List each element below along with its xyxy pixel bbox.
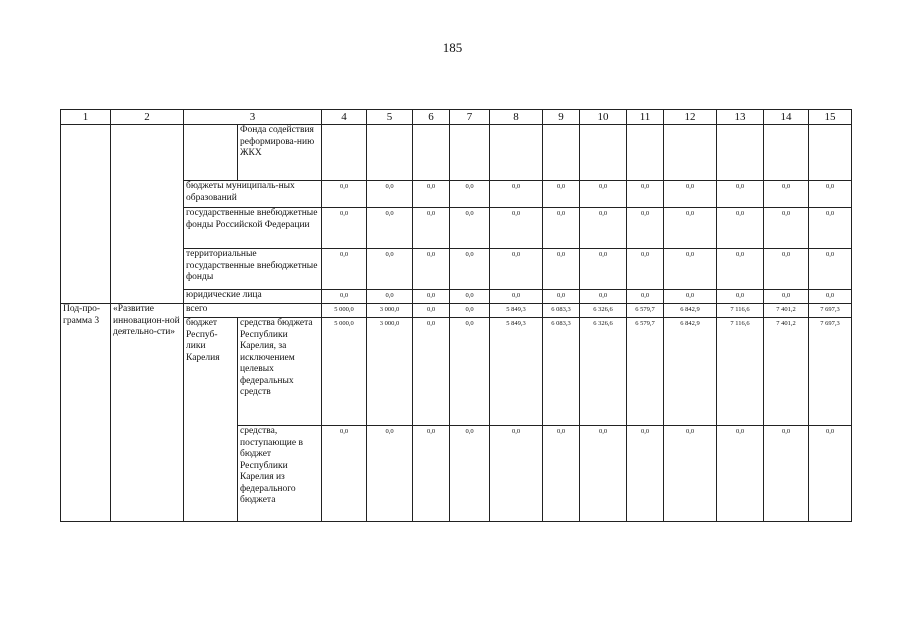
header-row <box>61 110 852 125</box>
value-cell: 0,0 <box>450 318 490 426</box>
value-cell: 0,0 <box>543 426 580 522</box>
value-cell: 0,0 <box>367 208 413 249</box>
value-cell: 0,0 <box>450 304 490 318</box>
value-cell: 0,0 <box>490 426 543 522</box>
value-cell: 0,0 <box>717 249 764 290</box>
value-cell: 0,0 <box>367 181 413 208</box>
header-cell: 7 <box>450 110 490 125</box>
header-cell: 5 <box>367 110 413 125</box>
subprogram-cell-empty <box>61 125 111 304</box>
value-cell: 0,0 <box>543 249 580 290</box>
value-cell: 5 849,3 <box>490 318 543 426</box>
value-cell: 0,0 <box>413 249 450 290</box>
header-cell: 1 <box>61 110 111 125</box>
header-cell: 2 <box>111 110 184 125</box>
value-cell: 0,0 <box>764 181 809 208</box>
subprogram-title: «Развитие инновацион-ной деятельно-сти» <box>111 304 184 522</box>
value-cell: 0,0 <box>413 304 450 318</box>
value-cell: 6 579,7 <box>627 304 664 318</box>
value-cell: 0,0 <box>664 181 717 208</box>
title-cell-empty <box>111 125 184 304</box>
value-cell: 0,0 <box>809 290 852 304</box>
value-cell: 5 000,0 <box>322 318 367 426</box>
header-cell: 6 <box>413 110 450 125</box>
value-cell: 0,0 <box>809 181 852 208</box>
header-cell: 8 <box>490 110 543 125</box>
funding-source-label: государственные внебюджетные фонды Российской Федерации <box>184 208 322 249</box>
subprogram-number: Под-про-грамма 3 <box>61 304 111 522</box>
value-cell <box>664 125 717 181</box>
value-cell: 0,0 <box>490 290 543 304</box>
value-cell: 0,0 <box>543 290 580 304</box>
funding-source-label: средства бюджета Республики Карелия, за исключением целевых федеральных средств <box>238 318 322 426</box>
value-cell: 0,0 <box>322 181 367 208</box>
value-cell: 0,0 <box>413 318 450 426</box>
value-cell: 0,0 <box>717 181 764 208</box>
value-cell: 0,0 <box>717 208 764 249</box>
value-cell: 0,0 <box>322 426 367 522</box>
value-cell: 0,0 <box>664 426 717 522</box>
funding-source-label: всего <box>184 304 322 318</box>
value-cell: 0,0 <box>809 208 852 249</box>
header-cell: 12 <box>664 110 717 125</box>
value-cell: 0,0 <box>764 208 809 249</box>
value-cell: 5 000,0 <box>322 304 367 318</box>
value-cell: 0,0 <box>664 290 717 304</box>
value-cell: 6 326,6 <box>580 304 627 318</box>
value-cell: 0,0 <box>764 426 809 522</box>
value-cell: 0,0 <box>413 426 450 522</box>
value-cell: 0,0 <box>413 181 450 208</box>
value-cell <box>627 125 664 181</box>
value-cell: 6 083,3 <box>543 318 580 426</box>
value-cell: 0,0 <box>490 181 543 208</box>
page-number: 185 <box>442 40 463 55</box>
value-cell: 0,0 <box>580 290 627 304</box>
header-cell: 9 <box>543 110 580 125</box>
value-cell <box>322 125 367 181</box>
funding-source-label: бюджеты муниципаль-ных образований <box>184 181 322 208</box>
value-cell <box>543 125 580 181</box>
value-cell: 3 000,0 <box>367 304 413 318</box>
value-cell: 0,0 <box>322 249 367 290</box>
value-cell: 0,0 <box>627 290 664 304</box>
value-cell: 7 401,2 <box>764 318 809 426</box>
funding-source-label: юридические лица <box>184 290 322 304</box>
header-cell: 14 <box>764 110 809 125</box>
value-cell: 0,0 <box>580 249 627 290</box>
value-cell: 0,0 <box>764 290 809 304</box>
table-row <box>61 125 852 181</box>
value-cell: 0,0 <box>450 290 490 304</box>
value-cell: 3 000,0 <box>367 318 413 426</box>
value-cell: 6 326,6 <box>580 318 627 426</box>
value-cell: 6 083,3 <box>543 304 580 318</box>
value-cell: 0,0 <box>717 426 764 522</box>
value-cell: 0,0 <box>627 249 664 290</box>
header-cell: 4 <box>322 110 367 125</box>
value-cell: 0,0 <box>450 426 490 522</box>
header-cell: 13 <box>717 110 764 125</box>
header-cell: 15 <box>809 110 852 125</box>
value-cell <box>809 125 852 181</box>
value-cell: 0,0 <box>580 208 627 249</box>
value-cell: 6 842,9 <box>664 304 717 318</box>
value-cell: 0,0 <box>450 181 490 208</box>
header-cell: 3 <box>184 110 322 125</box>
funding-source-label: территориальные государственные внебюджетные фонды <box>184 249 322 290</box>
value-cell: 0,0 <box>543 208 580 249</box>
value-cell: 0,0 <box>450 208 490 249</box>
source-group-cell-empty <box>184 125 238 181</box>
budget-group-label: бюджет Респуб-лики Карелия <box>184 318 238 522</box>
budget-table <box>60 109 852 522</box>
value-cell: 7 697,3 <box>809 318 852 426</box>
value-cell: 7 697,3 <box>809 304 852 318</box>
value-cell: 7 116,6 <box>717 304 764 318</box>
value-cell: 0,0 <box>413 290 450 304</box>
value-cell: 0,0 <box>717 290 764 304</box>
value-cell: 7 116,6 <box>717 318 764 426</box>
value-cell <box>580 125 627 181</box>
value-cell <box>367 125 413 181</box>
funding-source-label: средства, поступающие в бюджет Республики Карелия из федерального бюджета <box>238 426 322 522</box>
value-cell: 0,0 <box>367 290 413 304</box>
value-cell: 0,0 <box>413 208 450 249</box>
value-cell: 0,0 <box>627 208 664 249</box>
value-cell: 0,0 <box>367 249 413 290</box>
value-cell: 7 401,2 <box>764 304 809 318</box>
value-cell: 0,0 <box>809 426 852 522</box>
value-cell: 6 579,7 <box>627 318 664 426</box>
value-cell: 0,0 <box>367 426 413 522</box>
value-cell: 0,0 <box>543 181 580 208</box>
value-cell: 0,0 <box>809 249 852 290</box>
value-cell: 0,0 <box>580 426 627 522</box>
funding-source-label: Фонда содействия реформирова-нию ЖКХ <box>238 125 322 181</box>
value-cell <box>717 125 764 181</box>
value-cell: 0,0 <box>490 249 543 290</box>
value-cell: 0,0 <box>764 249 809 290</box>
value-cell: 0,0 <box>580 181 627 208</box>
value-cell: 0,0 <box>322 208 367 249</box>
value-cell: 0,0 <box>490 208 543 249</box>
value-cell: 5 849,3 <box>490 304 543 318</box>
value-cell <box>413 125 450 181</box>
table-row <box>61 304 852 318</box>
value-cell: 0,0 <box>664 249 717 290</box>
value-cell: 0,0 <box>322 290 367 304</box>
value-cell: 6 842,9 <box>664 318 717 426</box>
value-cell: 0,0 <box>627 426 664 522</box>
value-cell <box>764 125 809 181</box>
value-cell: 0,0 <box>450 249 490 290</box>
header-cell: 10 <box>580 110 627 125</box>
value-cell: 0,0 <box>664 208 717 249</box>
value-cell: 0,0 <box>627 181 664 208</box>
header-cell: 11 <box>627 110 664 125</box>
value-cell <box>490 125 543 181</box>
value-cell <box>450 125 490 181</box>
